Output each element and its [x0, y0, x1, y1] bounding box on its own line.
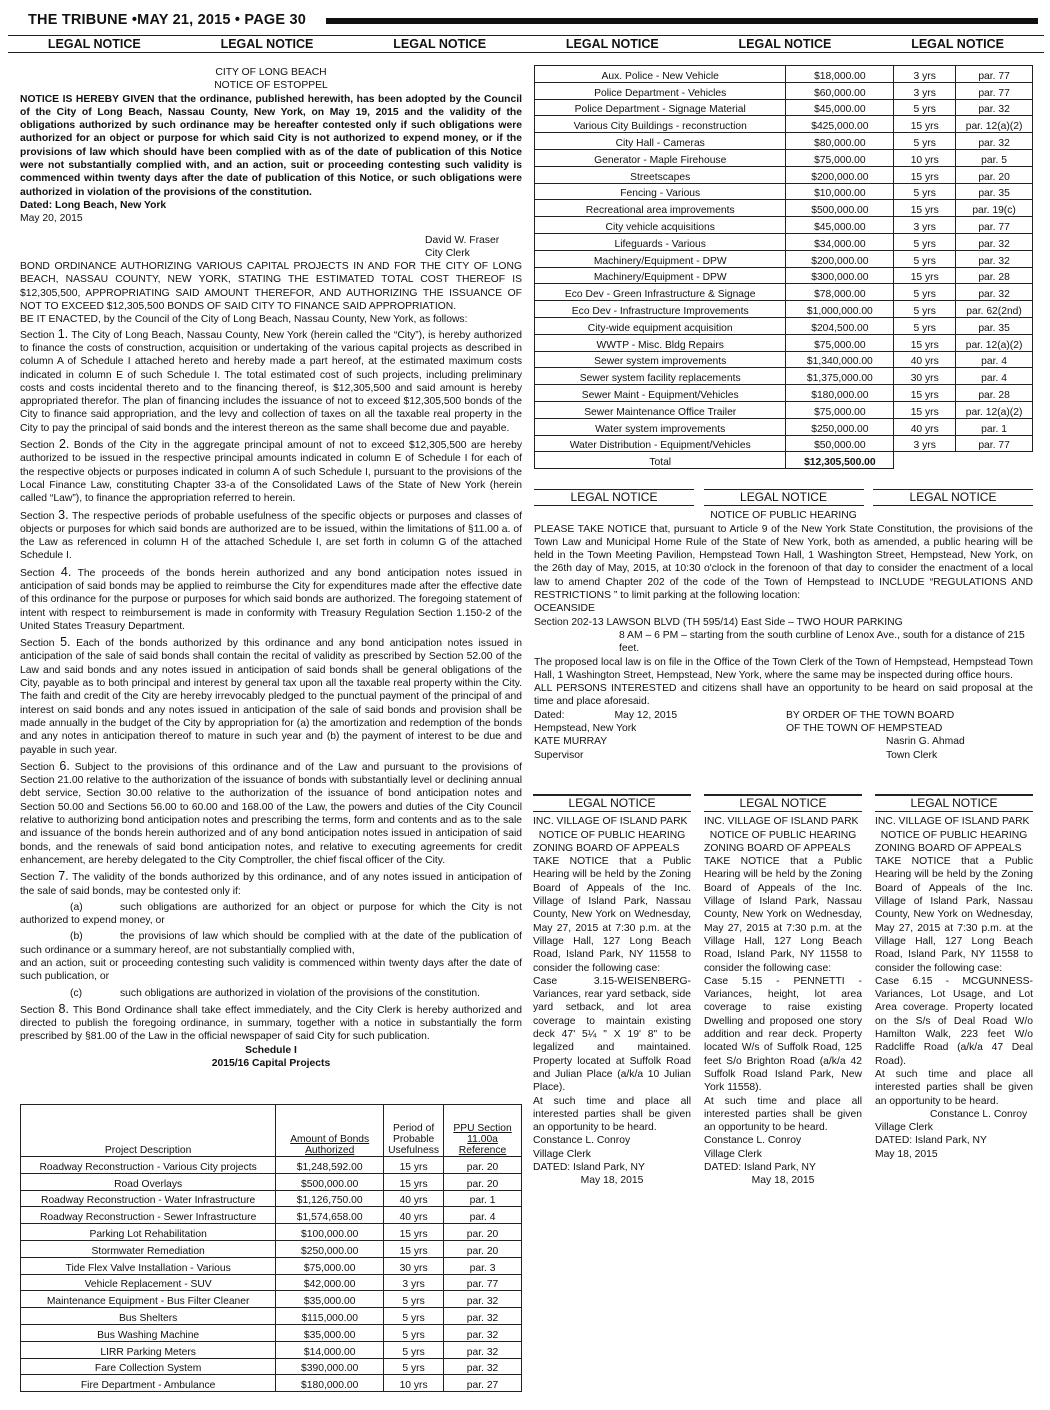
cell-ppu: par. 20 [444, 1240, 522, 1257]
cell-ppu: par. 35 [956, 183, 1033, 200]
island-park-notice-2 [704, 794, 862, 1188]
cell-ppu: par. 35 [956, 317, 1033, 334]
cell-amount: $200,000.00 [786, 166, 894, 183]
cell-amount: $34,000.00 [786, 233, 894, 250]
cell-ppu: par. 20 [444, 1224, 522, 1241]
notice-dated: DATED: Island Park, NY [704, 1162, 816, 1174]
cell-amount: $75,000.00 [786, 401, 894, 418]
notice-dated: DATED: Island Park, NY [533, 1162, 645, 1174]
cell-ppu: par. 4 [956, 368, 1033, 385]
notice-signer: Constance L. Conroy [533, 1135, 631, 1147]
table-row [535, 317, 1033, 334]
cell-period: 15 yrs [894, 166, 956, 183]
cell-description: Roadway Reconstruction - Water Infrastructure [21, 1190, 276, 1207]
notice-head: LEGAL NOTICE [704, 794, 862, 812]
notice-dated: DATED: Island Park, NY [875, 1135, 987, 1147]
cell-ppu: par. 77 [444, 1274, 522, 1291]
cell-description: Police Department - Signage Material [535, 99, 786, 116]
notice-closing: At such time and place all interested parties shall be given an opportunity to be heard. [875, 1068, 1033, 1107]
notice-head: LEGAL NOTICE [534, 489, 694, 506]
notice-line: ZONING BOARD OF APPEALS [704, 842, 851, 854]
cell-ppu: par. 77 [956, 217, 1033, 234]
cell-amount: $500,000.00 [276, 1173, 384, 1190]
cell-period: 15 yrs [894, 200, 956, 217]
band-label: LEGAL NOTICE [220, 37, 314, 51]
hempstead-order-2: OF THE TOWN OF HEMPSTEAD [786, 723, 943, 735]
table-row [535, 301, 1033, 318]
table-row [21, 1190, 522, 1207]
schedule-subtitle: 2015/16 Capital Projects [211, 1058, 331, 1070]
island-park-notice-1 [533, 794, 691, 1188]
hempstead-place: Hempstead, New York [534, 723, 637, 735]
cell-ppu: par. 28 [956, 385, 1033, 402]
cell-period: 3 yrs [894, 217, 956, 234]
hempstead-title: NOTICE OF PUBLIC HEARING [710, 510, 857, 522]
notice-date: May 18, 2015 [580, 1175, 644, 1187]
estoppel-heading: CITY OF LONG BEACH [215, 67, 327, 78]
cell-ppu: par. 32 [956, 99, 1033, 116]
cell-description: Bus Shelters [21, 1308, 276, 1325]
masthead-rule [326, 18, 1038, 24]
notice-line: ZONING BOARD OF APPEALS [533, 842, 680, 854]
masthead [8, 10, 1044, 32]
table-row [21, 1240, 522, 1257]
table-row [535, 116, 1033, 133]
schedule-title: Schedule I [245, 1044, 297, 1056]
estoppel-notice [20, 66, 522, 1070]
notice-case: Case 6.15 - MCGUNNESS- Variances, Lot Usage, and Lot Area coverage. Property located on the S/s of Deal Road W/o Hamilton Walk, 223 feet W/o Radcliffe Road (a/k/a 47 Deal Road). [875, 975, 1033, 1067]
cell-period: 30 yrs [384, 1257, 444, 1274]
hempstead-body-1: PLEASE TAKE NOTICE that, pursuant to Article 9 of the New York State Constitution, the provisions of the Town Law and Municipal Home Rule of the State of New York, both as amended, a public hearing will be held in the Town Meeting Pavilion, Hempstead Town Hall, 1 Washington Street, Hempstead, New York, on the 26th day of May, 2015, at 10:30 o'clock in the forenoon of that day to consider the enactment of a local law to amend Chapter 202 of the code of the Town of Hempstead to INCLUDE “REGULATIONS AND RESTRICTIONS ” to limit parking at the following location: [534, 523, 1033, 602]
total-empty [894, 452, 956, 469]
cell-description: WWTP - Misc. Bldg Repairs [535, 334, 786, 351]
notice-line: INC. VILLAGE OF ISLAND PARK [533, 816, 688, 828]
cell-description: Maintenance Equipment - Bus Filter Cleaner [21, 1291, 276, 1308]
cell-ppu: par. 32 [444, 1341, 522, 1358]
cell-amount: $14,000.00 [276, 1341, 384, 1358]
cell-period: 5 yrs [894, 250, 956, 267]
cell-period: 5 yrs [894, 133, 956, 150]
cell-ppu: par. 20 [444, 1173, 522, 1190]
cell-ppu: par. 32 [444, 1358, 522, 1375]
band-label: LEGAL NOTICE [47, 37, 141, 51]
notice-body: TAKE NOTICE that a Public Hearing will be held by the Zoning Board of Appeals of the Inc. Village of Island Park, Nassau County, New York on Wednesday, May 27, 2015 at 7:30 p.m. at the Village Hall, 127 Long Beach Road, Island Park, NY 11558 to consider the following case: [533, 856, 691, 974]
notice-closing: At such time and place all interested parties shall be given an opportunity to be heard. [704, 1095, 862, 1134]
table-row [535, 385, 1033, 402]
schedule-table-part-1 [20, 1104, 522, 1392]
cell-ppu: par. 4 [444, 1207, 522, 1224]
table-row [21, 1257, 522, 1274]
cell-ppu: par. 19(c) [956, 200, 1033, 217]
band-label: LEGAL NOTICE [565, 37, 659, 51]
cell-period: 15 yrs [384, 1157, 444, 1174]
table-row [535, 418, 1033, 435]
cell-amount: $250,000.00 [276, 1240, 384, 1257]
section-3: Section 3. The respective periods of probable usefulness of the specific objects or purposes and classes of objects or purposes for which said bonds are authorized are to be issued, within the limitations of §11.00 a. of the Law as referenced in column H of the attached Schedule I, are set forth in column G of the attached Schedule I. [20, 507, 523, 562]
table-row [535, 435, 1033, 452]
cell-amount: $75,000.00 [786, 149, 894, 166]
cell-ppu: par. 1 [956, 418, 1033, 435]
total-row [535, 452, 1033, 469]
hempstead-supervisor-title: Supervisor [534, 749, 584, 761]
cell-ppu: par. 62(2nd) [956, 301, 1033, 318]
col-header-period: Period of Probable Usefulness [384, 1105, 444, 1157]
section-6: Section 6. Subject to the provisions of this ordinance and of the Law and pursuant to the provisions of Section 21.00 relative to the authorization of the issuance of bonds with substantially level or declining annual debt service, Section 30.00 relative to the authorization of the issuance of bond anticipation notes and Section 50.00 and Sections 56.00 to 60.00 and 168.00 of the Law, the powers and duties of the City Council relative to authorizing bond anticipation notes and prescribing the terms, form and contents and as to the sale and issuance of the bonds herein authorized and of any bond anticipation notes issued in anticipation of said bonds, and the renewals of said bond anticipation notes, and relative to executing agreements for credit enhancement, are hereby delegated to the City Comptroller, the chief fiscal officer of the City. [20, 758, 523, 866]
cell-amount: $1,340,000.00 [786, 351, 894, 368]
notice-signer: Constance L. Conroy [704, 1135, 802, 1147]
cell-period: 5 yrs [384, 1341, 444, 1358]
cell-period: 40 yrs [894, 351, 956, 368]
cell-description: Sewer Maint - Equipment/Vehicles [535, 385, 786, 402]
cell-ppu: par. 4 [956, 351, 1033, 368]
cell-amount: $1,248,592.00 [276, 1157, 384, 1174]
notice-signer-title: Village Clerk [533, 1148, 591, 1160]
notice-head: LEGAL NOTICE [704, 489, 864, 506]
table-row [21, 1274, 522, 1291]
cell-amount: $35,000.00 [276, 1291, 384, 1308]
section-7-item-c: (c) such obligations are authorized in violation of the provisions of the constitution. [70, 987, 480, 999]
section-1: Section 1. The City of Long Beach, Nassau County, New York (herein called the “City”), is hereby authorized to finance the costs of construction, acquisition or undertaking of the various capital projects as described in column A of Schedule I attached hereto and hereby made a part hereof, at the estimated maximum costs indicated in column E of such Schedule I. The total estimated cost of such projects, including preliminary costs and costs incidental thereto and to the financing thereof, is $12,305,500 and said amount is hereby appropriated therefor. The plan of financing includes the issuance of not to exceed $12,305,500 bonds of the City to finance said appropriation, and the levy and collection of taxes on all the taxable real property in the City to pay the principal of said bonds and the interest thereon as the same shall become due and payable. [20, 326, 522, 434]
col-header-amount: Amount of Bonds Authorized [276, 1105, 384, 1157]
cell-period: 15 yrs [894, 334, 956, 351]
band-label: LEGAL NOTICE [738, 37, 832, 51]
cell-amount: $300,000.00 [786, 267, 894, 284]
cell-period: 15 yrs [894, 385, 956, 402]
cell-period: 15 yrs [894, 401, 956, 418]
cell-description: City Hall - Cameras [535, 133, 786, 150]
cell-amount: $180,000.00 [276, 1375, 384, 1392]
cell-ppu: par. 77 [956, 66, 1033, 83]
cell-ppu: par. 12(a)(2) [956, 401, 1033, 418]
cell-amount: $42,000.00 [276, 1274, 384, 1291]
cell-description: Roadway Reconstruction - Various City projects [21, 1157, 276, 1174]
ordinance-enacted: BE IT ENACTED, by the Council of the City of Long Beach, Nassau County, New York, as follows: [20, 314, 468, 326]
cell-period: 15 yrs [894, 116, 956, 133]
notice-head: LEGAL NOTICE [873, 489, 1033, 506]
notice-head: LEGAL NOTICE [533, 794, 691, 812]
hempstead-supervisor-name: KATE MURRAY [534, 736, 608, 748]
cell-amount: $45,000.00 [786, 99, 894, 116]
hempstead-clerk-name: Nasrin G. Ahmad [886, 736, 965, 748]
table-row [21, 1324, 522, 1341]
estoppel-subheading: NOTICE OF ESTOPPEL [214, 80, 328, 92]
cell-period: 5 yrs [384, 1308, 444, 1325]
legal-notice-band [8, 35, 1044, 53]
cell-amount: $18,000.00 [786, 66, 894, 83]
estoppel-notice-text: NOTICE IS HEREBY GIVEN that the ordinance, published herewith, has been adopted by the Council of the City of Long Beach, Nassau County, New York, on May 19, 2015 and the validity of the obligations authorized by such ordinance may be hereafter contested only if such obligations were authorized for an object or purpose for which said City is not authorized to expend money, or if the provisions of law which should have been complied with as of the date of publication of this Notice were not substantially complied with, and an action, suit or proceeding contesting such validity is commenced within twenty days after the date of publication of this Notice, or such obligations were authorized in violation of the provisions of the constitution. [20, 93, 522, 198]
cell-ppu: par. 32 [956, 284, 1033, 301]
cell-amount: $390,000.00 [276, 1358, 384, 1375]
cell-description: Streetscapes [535, 166, 786, 183]
notice-signer: Constance L. Conroy [930, 1108, 1028, 1120]
cell-period: 40 yrs [384, 1190, 444, 1207]
hempstead-body-2: The proposed local law is on file in the Office of the Town Clerk of the Town of Hempstead, Hempstead Town Hall, 1 Washington Street, Hempstead, New York, where the same may be inspected during office hours. [534, 656, 1033, 681]
cell-period: 3 yrs [894, 435, 956, 452]
cell-period: 30 yrs [894, 368, 956, 385]
cell-ppu: par. 5 [956, 149, 1033, 166]
cell-description: LIRR Parking Meters [21, 1341, 276, 1358]
table-row [21, 1291, 522, 1308]
cell-description: City-wide equipment acquisition [535, 317, 786, 334]
notice-case: Case 3.15-WEISENBERG- Variances, rear yard setback, side yard setback, and lot area coverage to maintain existing deck 47' 5¼ " X 19' 8" to be legalized and maintained. Property located at Suffolk Road and Julian Place (a/k/a 10 Julian Place). [533, 975, 691, 1094]
cell-description: Roadway Reconstruction - Sewer Infrastructure [21, 1207, 276, 1224]
cell-ppu: par. 12(a)(2) [956, 334, 1033, 351]
notice-case: Case 5.15 - PENNETTI - Variances, height, lot area coverage to raise existing Dwelling and proposed one story addition and rear deck. Property located W/s of Suffolk Road, 125 feet S/o Brighton Road (a/k/a 42 Suffolk Road Island Park, New York 11558). [704, 975, 862, 1094]
section-7-item-a: (a) such obligations are authorized for an object or purpose for which the City is not authorized to expend money, or [20, 901, 522, 927]
cell-amount: $180,000.00 [786, 385, 894, 402]
section-7: Section 7. The validity of the bonds authorized by this ordinance, and of any notes issued in anticipation of the sale of said bonds, may be contested only if: [20, 869, 523, 897]
cell-amount: $10,000.00 [786, 183, 894, 200]
notice-body: TAKE NOTICE that a Public Hearing will be held by the Zoning Board of Appeals of the Inc. Village of Island Park, Nassau County, New York on Wednesday, May 27, 2015 at 7:30 p.m. at the Village Hall, 127 Long Beach Road, Island Park, NY 11558 to consider the following case: [704, 856, 862, 974]
table-row [21, 1207, 522, 1224]
cell-description: Eco Dev - Green Infrastructure & Signage [535, 284, 786, 301]
notice-date: May 18, 2015 [751, 1175, 815, 1187]
cell-description: Stormwater Remediation [21, 1240, 276, 1257]
table-row [535, 200, 1033, 217]
table-row [535, 66, 1033, 83]
cell-description: Machinery/Equipment - DPW [535, 250, 786, 267]
notice-line: NOTICE OF PUBLIC HEARING [709, 829, 857, 841]
total-label: Total [535, 452, 786, 469]
cell-ppu: par. 77 [956, 82, 1033, 99]
cell-description: Tide Flex Valve Installation - Various [21, 1257, 276, 1274]
table-row [21, 1358, 522, 1375]
table-row [535, 250, 1033, 267]
estoppel-date: May 20, 2015 [20, 213, 83, 225]
table-row [21, 1173, 522, 1190]
section-7-item-b: (b) the provisions of law which should be complied with at the date of the publication of such ordinance or a summary hereof, are not substantially complied with, [20, 931, 522, 956]
cell-description: Eco Dev - Infrastructure Improvements [535, 301, 786, 318]
notice-date: May 18, 2015 [875, 1148, 938, 1160]
cell-description: Bus Washing Machine [21, 1324, 276, 1341]
cell-amount: $500,000.00 [786, 200, 894, 217]
notice-body: TAKE NOTICE that a Public Hearing will be held by the Zoning Board of Appeals of the Inc. Village of Island Park, Nassau County, New York on Wednesday, May 27, 2015 at 7:30 p.m. at the Village Hall, 127 Long Beach Road, Island Park, NY 11558 to consider the following case: [875, 856, 1033, 974]
cell-amount: $100,000.00 [276, 1224, 384, 1241]
section-7-middle: and an action, suit or proceeding contesting such validity is commenced within twenty days after the date of such publication, or [20, 958, 522, 983]
cell-period: 15 yrs [384, 1240, 444, 1257]
cell-period: 5 yrs [894, 284, 956, 301]
cell-description: Police Department - Vehicles [535, 82, 786, 99]
cell-period: 5 yrs [894, 233, 956, 250]
cell-ppu: par. 28 [956, 267, 1033, 284]
cell-description: Water system improvements [535, 418, 786, 435]
cell-description: Lifeguards - Various [535, 233, 786, 250]
cell-period: 40 yrs [894, 418, 956, 435]
section-4: Section 4. The proceeds of the bonds herein authorized and any bond anticipation notes issued in anticipation of said bonds may be applied to reimburse the City for expenditures made after the effective date of this ordinance for the purpose or purposes for which said bonds are authorized. The foregoing statement of intent with respect to reimbursement is made in conformity with Treasury Regulation Section 1.150-2 of the United States Treasury Department. [20, 564, 522, 632]
estoppel-signer: David W. Fraser [425, 234, 500, 246]
col-header-description: Project Description [21, 1105, 276, 1157]
masthead-title: THE TRIBUNE •MAY 21, 2015 • PAGE 30 [28, 12, 306, 28]
table-row [21, 1157, 522, 1174]
cell-amount: $200,000.00 [786, 250, 894, 267]
cell-amount: $60,000.00 [786, 82, 894, 99]
hempstead-order-1: BY ORDER OF THE TOWN BOARD [786, 709, 955, 721]
hempstead-dated: Dated: May 12, 2015 [534, 709, 678, 721]
hempstead-location: OCEANSIDE [534, 603, 595, 615]
cell-description: Sewer system improvements [535, 351, 786, 368]
cell-period: 10 yrs [384, 1375, 444, 1392]
cell-period: 3 yrs [894, 66, 956, 83]
cell-description: Fencing - Various [535, 183, 786, 200]
cell-period: 5 yrs [894, 301, 956, 318]
cell-period: 3 yrs [894, 82, 956, 99]
cell-ppu: par. 32 [444, 1308, 522, 1325]
table-row [535, 351, 1033, 368]
notice-closing: At such time and place all interested parties shall be given an opportunity to be heard. [533, 1095, 691, 1134]
cell-ppu: par. 32 [956, 133, 1033, 150]
cell-description: Recreational area improvements [535, 200, 786, 217]
table-row [535, 166, 1033, 183]
table-row [535, 82, 1033, 99]
cell-amount: $75,000.00 [786, 334, 894, 351]
table-row [21, 1224, 522, 1241]
cell-ppu: par. 32 [956, 233, 1033, 250]
notice-line: INC. VILLAGE OF ISLAND PARK [875, 816, 1030, 828]
table-row [21, 1375, 522, 1392]
cell-description: Sewer system facility replacements [535, 368, 786, 385]
cell-amount: $1,000,000.00 [786, 301, 894, 318]
table-row [535, 149, 1033, 166]
hempstead-body-3: ALL PERSONS INTERESTED and citizens shall have an opportunity to be heard on said proposal at the time and place aforesaid. [534, 683, 1033, 708]
hempstead-section: Section 202-13 LAWSON BLVD (TH 595/14) East Side – TWO HOUR PARKING [534, 616, 903, 628]
estoppel-signer-title: City Clerk [425, 247, 470, 259]
cell-amount: $78,000.00 [786, 284, 894, 301]
cell-period: 5 yrs [384, 1324, 444, 1341]
schedule-table-part-2 [534, 65, 1033, 469]
cell-description: Vehicle Replacement - SUV [21, 1274, 276, 1291]
cell-description: Various City Buildings - reconstruction [535, 116, 786, 133]
table-row [535, 183, 1033, 200]
cell-period: 3 yrs [384, 1274, 444, 1291]
cell-description: Fare Collection System [21, 1358, 276, 1375]
cell-amount: $50,000.00 [786, 435, 894, 452]
cell-amount: $1,126,750.00 [276, 1190, 384, 1207]
notice-signer-title: Village Clerk [875, 1122, 933, 1134]
hempstead-clerk-title: Town Clerk [886, 749, 938, 761]
cell-ppu: par. 32 [956, 250, 1033, 267]
notice-line: NOTICE OF PUBLIC HEARING [538, 829, 686, 841]
cell-amount: $1,375,000.00 [786, 368, 894, 385]
total-empty [956, 452, 1033, 469]
cell-amount: $250,000.00 [786, 418, 894, 435]
cell-period: 15 yrs [384, 1224, 444, 1241]
cell-ppu: par. 32 [444, 1291, 522, 1308]
cell-period: 5 yrs [894, 183, 956, 200]
island-park-notice-3 [875, 794, 1033, 1161]
cell-amount: $204,500.00 [786, 317, 894, 334]
cell-description: Sewer Maintenance Office Trailer [535, 401, 786, 418]
cell-description: Water Distribution - Equipment/Vehicles [535, 435, 786, 452]
table-row [535, 99, 1033, 116]
section-8: Section 8. This Bond Ordinance shall take effect immediately, and the City Clerk is hereby authorized and directed to publish the foregoing ordinance, in summary, together with a notice in substantially the form prescribed by §81.00 of the Law in the official newspaper of said City for such publication. [20, 1001, 523, 1043]
section-5: Section 5. Each of the bonds authorized by this ordinance and any bond anticipation notes issued in anticipation of the sale of said bonds shall contain the recital of validity as prescribed by Section 52.00 of the Law and said bonds and any notes issued in anticipation of said bonds shall be general obligations of the City, payable as to both principal and interest by general tax upon all the taxable real property within the City. The faith and credit of the City are hereby irrevocably pledged to the punctual payment of the principal of and interest on said bonds and any notes issued in anticipation of the sale of said bonds and provision shall be made annually in the budget of the City by appropriation for (a) the amortization and redemption of the bonds and any notes in anticipation thereof to mature in such year and (b) the payment of interest to be due and payable in such year. [20, 635, 522, 756]
hempstead-section-detail: 8 AM – 6 PM – starting from the south curbline of Lenox Ave., south for a distance of 215 feet. [619, 629, 1025, 655]
hempstead-notice [534, 489, 1033, 762]
table-row [535, 217, 1033, 234]
cell-description: City vehicle acquisitions [535, 217, 786, 234]
cell-amount: $75,000.00 [276, 1257, 384, 1274]
cell-ppu: par. 20 [444, 1157, 522, 1174]
notice-head: LEGAL NOTICE [875, 794, 1033, 812]
cell-amount: $45,000.00 [786, 217, 894, 234]
cell-period: 5 yrs [894, 99, 956, 116]
table-row [535, 401, 1033, 418]
cell-amount: $425,000.00 [786, 116, 894, 133]
col-header-ppu: PPU Section 11.00a Reference [444, 1105, 522, 1157]
notice-line: INC. VILLAGE OF ISLAND PARK [704, 816, 859, 828]
cell-ppu: par. 1 [444, 1190, 522, 1207]
cell-description: Machinery/Equipment - DPW [535, 267, 786, 284]
cell-description: Fire Department - Ambulance [21, 1375, 276, 1392]
cell-description: Generator - Maple Firehouse [535, 149, 786, 166]
notice-line: NOTICE OF PUBLIC HEARING [880, 829, 1028, 841]
cell-period: 10 yrs [894, 149, 956, 166]
cell-period: 15 yrs [384, 1173, 444, 1190]
ordinance-title: BOND ORDINANCE AUTHORIZING VARIOUS CAPITAL PROJECTS IN AND FOR THE CITY OF LONG BEACH, NASSAU COUNTY, NEW YORK, STATING THE ESTIMATED TOTAL COST THEREOF IS $12,305,500, APPROPRIATING SAID AMOUNT THEREFOR, AND AUTHORIZING THE ISSUANCE OF NOT TO EXCEED $12,305,500 BONDS OF SAID CITY TO FINANCE SAID APPROPRIATION. [20, 261, 522, 313]
notice-line: ZONING BOARD OF APPEALS [875, 842, 1022, 854]
cell-ppu: par. 20 [956, 166, 1033, 183]
cell-period: 40 yrs [384, 1207, 444, 1224]
table-row [535, 267, 1033, 284]
table-row [535, 368, 1033, 385]
notice-signer-title: Village Clerk [704, 1148, 762, 1160]
cell-amount: $35,000.00 [276, 1324, 384, 1341]
cell-ppu: par. 12(a)(2) [956, 116, 1033, 133]
cell-description: Aux. Police - New Vehicle [535, 66, 786, 83]
cell-description: Parking Lot Rehabilitation [21, 1224, 276, 1241]
cell-ppu: par. 32 [444, 1324, 522, 1341]
cell-ppu: par. 77 [956, 435, 1033, 452]
cell-period: 15 yrs [894, 267, 956, 284]
table-row [21, 1308, 522, 1325]
section-2: Section 2. Bonds of the City in the aggregate principal amount of not to exceed $12,305,500 are hereby authorized to be issued in the respective principal amounts indicated in column E of Schedule I for each of the respective objects or purposes indicated in column A of such Schedule I, pursuant to the provisions of the Local Finance Law, constituting Chapter 33-a of the Consolidated Laws of the State of New York (herein called “Law”), to finance the appropriation referred to herein. [20, 437, 523, 505]
cell-amount: $1,574,658.00 [276, 1207, 384, 1224]
cell-amount: $80,000.00 [786, 133, 894, 150]
cell-ppu: par. 3 [444, 1257, 522, 1274]
cell-period: 5 yrs [384, 1358, 444, 1375]
cell-ppu: par. 27 [444, 1375, 522, 1392]
table-row [535, 233, 1033, 250]
table-row [535, 284, 1033, 301]
table-row [535, 334, 1033, 351]
band-label: LEGAL NOTICE [911, 37, 1005, 51]
table-row [535, 133, 1033, 150]
cell-period: 5 yrs [384, 1291, 444, 1308]
band-label: LEGAL NOTICE [393, 37, 487, 51]
estoppel-dated: Dated: Long Beach, New York [20, 199, 167, 211]
cell-amount: $115,000.00 [276, 1308, 384, 1325]
table-row [21, 1341, 522, 1358]
cell-description: Road Overlays [21, 1173, 276, 1190]
total-value: $12,305,500.00 [786, 452, 894, 469]
cell-period: 5 yrs [894, 317, 956, 334]
